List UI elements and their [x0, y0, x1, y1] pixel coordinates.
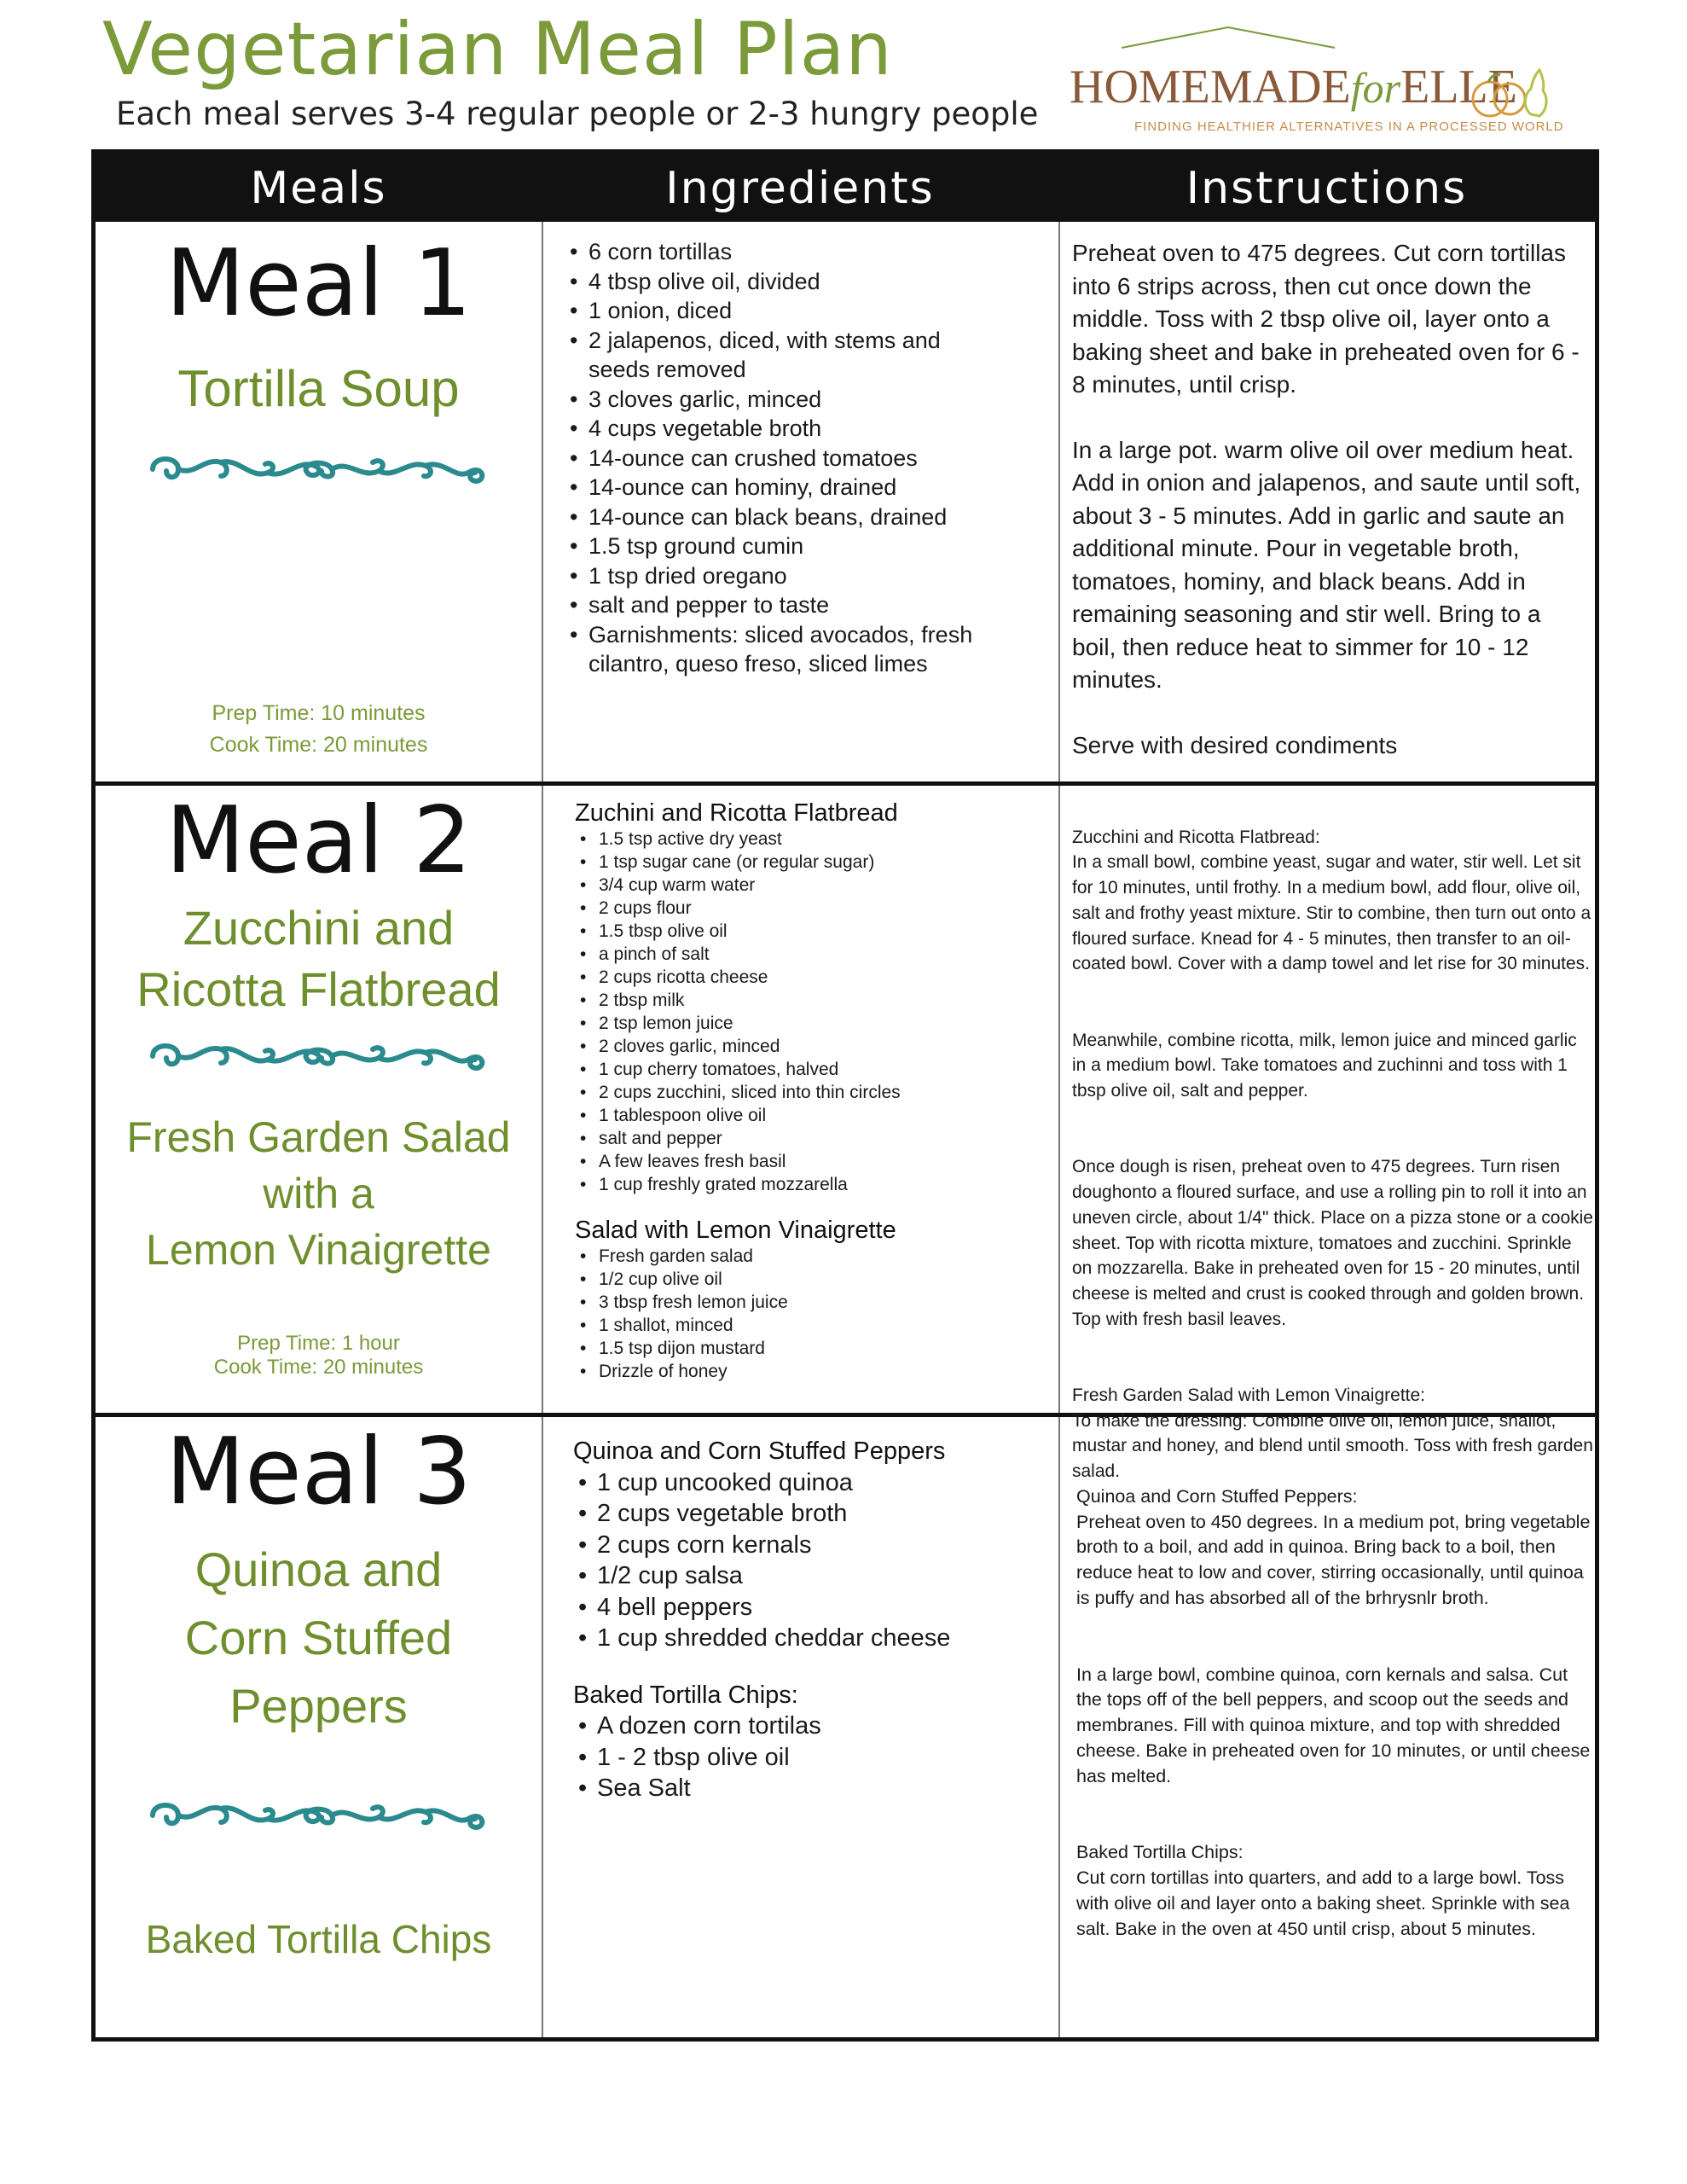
list-item: • 1 tsp dried oregano [565, 561, 1051, 591]
column-header-ingredients: Ingredients [665, 163, 935, 214]
list-item: • 14-ounce can black beans, drained [565, 502, 1051, 532]
instruction-paragraph: Preheat oven to 475 degrees. Cut corn tortillas into 6 strips across, then cut once down the middle. Toss with 2 tbsp olive oil, layer onto a baking sheet and bake in preheated oven for 6 - 8 minutes, until crisp. [1072, 240, 1580, 398]
list-item: • A few leaves fresh basil [575, 1150, 1052, 1173]
swirl-divider-icon [144, 1797, 494, 1834]
list-item: • 2 cups ricotta cheese [575, 966, 1052, 989]
meal2-label: Meal 2 [165, 787, 472, 894]
meal3-section1-list [573, 1467, 1051, 1654]
instruction-paragraph: Quinoa and Corn Stuffed Peppers: Preheat oven to 450 degrees. In a medium pot, bring vegetable broth to a boil, and add in quinoa. Bring back to a boil, then reduce heat to low and cover, stirring occasionally, until quinoa is puffy and has absorbed all of the brhrysnlr broth. [1076, 1485, 1591, 1608]
list-item: • 1 tsp sugar cane (or regular sugar) [575, 851, 1052, 874]
list-item: • 2 cups flour [575, 897, 1052, 920]
logo-wordmark: HOMEMADEforELLE [1070, 61, 1517, 113]
meal3-instructions [1076, 1459, 1595, 1967]
meal2-prep-time: Prep Time: 1 hour [237, 1332, 400, 1355]
meal2-times [96, 1332, 542, 1380]
meal3-dish1: Quinoa and Corn Stuffed Peppers [184, 1542, 453, 1733]
list-item: • A dozen corn tortilas [573, 1711, 1051, 1742]
meal2-cook-time: Cook Time: 20 minutes [213, 1356, 424, 1379]
column-divider [542, 222, 543, 2037]
meal2-meal-cell [96, 786, 542, 1413]
list-item: • Sea Salt [573, 1773, 1051, 1804]
list-item: • a pinch of salt [575, 943, 1052, 966]
meal1-prep-time: Prep Time: 10 minutes [212, 701, 426, 725]
list-item: • 1 onion, diced [565, 296, 1051, 326]
list-item: • 1/2 cup olive oil [575, 1268, 1052, 1291]
list-item: • 1.5 tsp active dry yeast [575, 828, 1052, 851]
list-item: • 2 cups zucchini, sliced into thin circles [575, 1081, 1052, 1104]
list-item: • 1.5 tsp dijon mustard [575, 1337, 1052, 1360]
list-item: • 6 corn tortillas [565, 237, 1051, 267]
instruction-paragraph: Once dough is risen, preheat oven to 475 degrees. Turn risen doughonto a floured surface, and use a rolling pin to roll it into an uneven circle, about 1/4" thick. Place on a pizza stone or a cookie sheet. Top with ricotta mixture, tomatoes and zucchini. Sprinkle on mozzarella. Bake in preheated oven for 15 - 20 minutes, until cheese is melted and crust is cooked through and golden brown. Top with fresh basil leaves. [1072, 1157, 1593, 1329]
list-item: • 1 cup shredded cheddar cheese [573, 1623, 1051, 1654]
meal1-meal-cell [96, 222, 542, 781]
meal2-dish2: Fresh Garden Salad with a Lemon Vinaigrette [126, 1113, 511, 1274]
instruction-paragraph: Meanwhile, combine ricotta, milk, lemon juice and minced garlic in a medium bowl. Take tomatoes and zuchinni and toss with 1 tbsp olive oil, salt and pepper. [1072, 1030, 1577, 1101]
swirl-divider-icon [144, 450, 494, 488]
list-item: • 1 shallot, minced [575, 1314, 1052, 1337]
list-item: • salt and pepper to taste [565, 590, 1051, 620]
list-item: • 3 tbsp fresh lemon juice [575, 1291, 1052, 1314]
list-item: • 4 tbsp olive oil, divided [565, 267, 1051, 297]
instruction-paragraph: In a large bowl, combine quinoa, corn kernals and salsa. Cut the tops off of the bell peppers, and scoop out the seeds and membranes. Fill with quinoa mixture, and top with shredded cheese. Bake in preheated oven for 10 minutes, or until cheese has melted. [1076, 1664, 1591, 1786]
house-roof-icon [1117, 24, 1339, 49]
list-item: • 2 cloves garlic, minced [575, 1035, 1052, 1058]
table-header [96, 154, 1595, 222]
list-item: • 4 cups vegetable broth [565, 414, 1051, 444]
meal2-section1-title: Zuchini and Ricotta Flatbread [575, 799, 898, 827]
list-item: • 1 - 2 tbsp olive oil [573, 1742, 1051, 1774]
meal1-dish: Tortilla Soup [177, 360, 460, 417]
meal3-section2-title: Baked Tortilla Chips: [573, 1681, 798, 1709]
meal3-label: Meal 3 [165, 1419, 472, 1525]
column-header-meals: Meals [250, 163, 387, 214]
page-title: Vegetarian Meal Plan [102, 7, 893, 92]
meal1-instructions [1072, 237, 1591, 762]
column-divider [1058, 222, 1060, 2037]
meal2-section2-list [575, 1245, 1052, 1383]
meal3-section1-title: Quinoa and Corn Stuffed Peppers [573, 1438, 946, 1465]
instruction-paragraph: Zucchini and Ricotta Flatbread: In a small bowl, combine yeast, sugar and water, stir well. Let sit for 10 minutes, until frothy. In a medium bowl, add flour, olive oil, salt and frothy yeast mixture. Stir to combine, then turn out onto a floured surface. Knead for 4 - 5 minutes, then transfer to an oil-coated bowl. Cover with a damp towel and let rise for 30 minutes. [1072, 827, 1591, 974]
list-item: • Garnishments: sliced avocados, fresh cilantro, queso freso, sliced limes [565, 620, 1015, 679]
instruction-paragraph: Fresh Garden Salad with Lemon Vinaigrette: To make the dressing: Combine olive oil, lemon juice, shallot, mustar and honey, and blend until smooth. Toss with fresh garden salad. [1072, 1385, 1593, 1482]
list-item: • 14-ounce can hominy, drained [565, 473, 1051, 502]
list-item: • Drizzle of honey [575, 1360, 1052, 1383]
list-item: • 2 cups corn kernals [573, 1530, 1051, 1561]
meal1-cook-time: Cook Time: 20 minutes [209, 733, 428, 757]
swirl-divider-icon [144, 1037, 494, 1075]
list-item: • 1 cup freshly grated mozzarella [575, 1173, 1052, 1196]
meal-plan-table [91, 149, 1599, 2042]
meal3-dish2: Baked Tortilla Chips [145, 1917, 492, 1961]
instruction-paragraph: Serve with desired condiments [1072, 731, 1398, 758]
meal2-ingredients [575, 799, 1052, 1383]
list-item: • salt and pepper [575, 1127, 1052, 1150]
list-item: • Fresh garden salad [575, 1245, 1052, 1268]
list-item: • 4 bell peppers [573, 1592, 1051, 1623]
list-item: • 1 cup uncooked quinoa [573, 1467, 1051, 1499]
instruction-paragraph: In a large pot. warm olive oil over medium heat. Add in onion and jalapenos, and saute until soft, about 3 - 5 minutes. Add in garlic and saute an additional minute. Pour in vegetable broth, tomatoes, hominy, and black beans. Add in remaining seasoning and stir well. Bring to a boil, then reduce heat to simmer for 10 - 12 minutes. [1072, 436, 1581, 693]
list-item: • 3 cloves garlic, minced [565, 385, 1051, 415]
meal1-times [96, 698, 542, 761]
list-item: • 3/4 cup warm water [575, 874, 1052, 897]
meal2-section1-list [575, 828, 1052, 1196]
list-item: • 1.5 tsp ground cumin [565, 531, 1051, 561]
column-header-instructions: Instructions [1186, 163, 1468, 214]
meal1-ingredient-list [565, 237, 1051, 679]
page-subtitle: Each meal serves 3-4 regular people or 2-3 hungry people [116, 96, 1039, 132]
meal3-ingredients [573, 1436, 1051, 1804]
list-item: • 2 jalapenos, diced, with stems and seeds removed [565, 326, 947, 385]
meal1-label: Meal 1 [165, 230, 472, 337]
fruit-icon [1463, 65, 1557, 125]
list-item: • 2 cups vegetable broth [573, 1498, 1051, 1530]
meal1-ingredients [565, 237, 1051, 679]
logo-tagline: FINDING HEALTHIER ALTERNATIVES IN A PROCESSED WORLD [1134, 119, 1564, 134]
brand-logo [1058, 24, 1569, 143]
instruction-paragraph: Baked Tortilla Chips: Cut corn tortillas into quarters, and add to a large bowl. Toss with olive oil and layer onto a baking sheet. Sprinkle with sea salt. Bake in the oven at 450 until crisp, about 5 minutes. [1076, 1842, 1570, 1939]
list-item: • 1/2 cup salsa [573, 1560, 1051, 1592]
meal2-dish1: Zucchini and Ricotta Flatbread [136, 901, 501, 1016]
meal2-section2-title: Salad with Lemon Vinaigrette [575, 1217, 896, 1244]
meal3-section2-list [573, 1711, 1051, 1804]
list-item: • 1 tablespoon olive oil [575, 1104, 1052, 1127]
meal3-meal-cell [96, 1417, 542, 2037]
list-item: • 2 tbsp milk [575, 989, 1052, 1012]
list-item: • 1 cup cherry tomatoes, halved [575, 1058, 1052, 1081]
list-item: • 2 tsp lemon juice [575, 1012, 1052, 1035]
list-item: • 1.5 tbsp olive oil [575, 920, 1052, 943]
list-item: • 14-ounce can crushed tomatoes [565, 444, 1051, 473]
meal2-instructions [1072, 799, 1594, 1510]
